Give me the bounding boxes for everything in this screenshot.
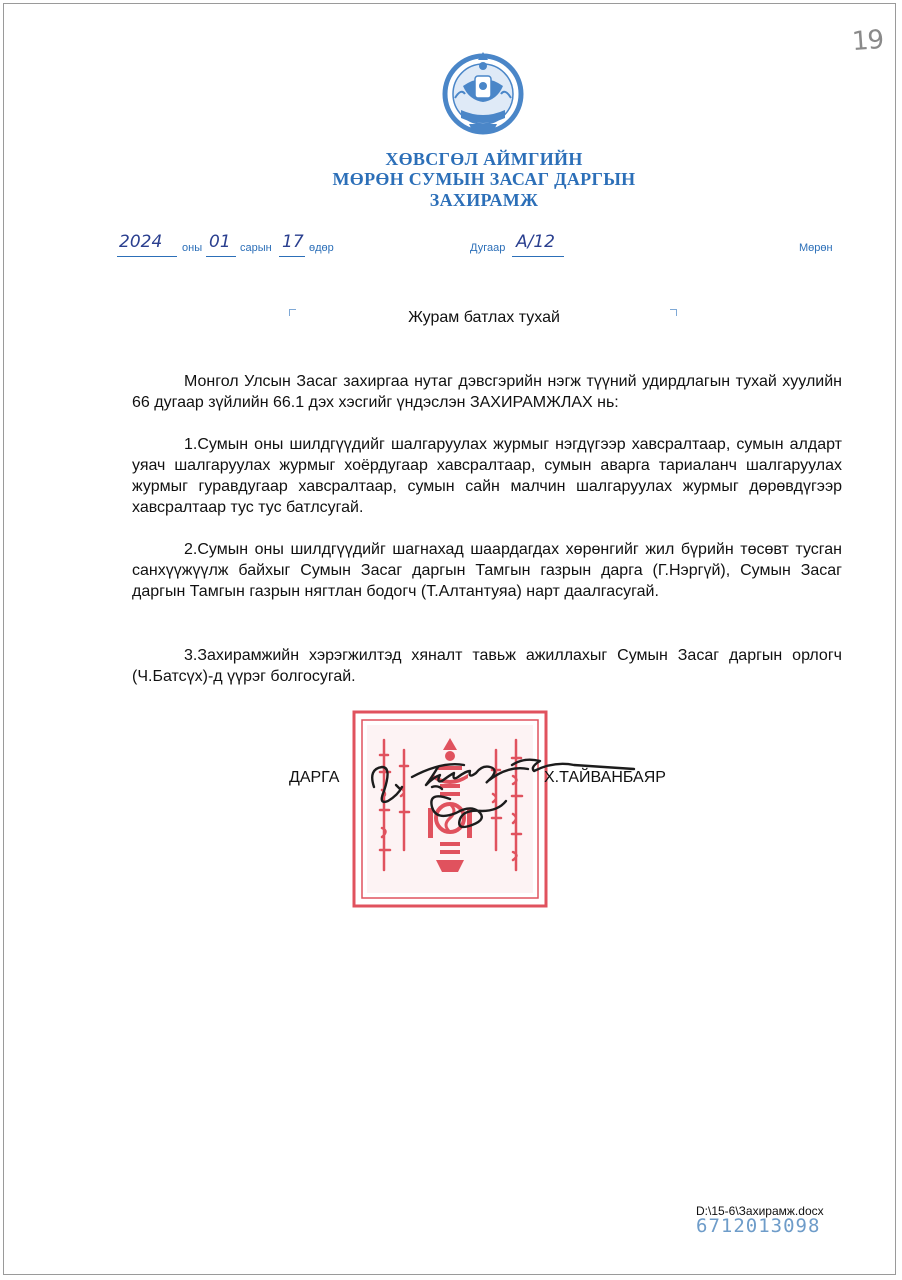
paragraph-item-3: 3.Захирамжийн хэрэгжилтэд хяналт тавьж ажиллахыг Сумын Засаг даргын орлогч (Ч.Батсүх)-д үүрэг болгосугай. [132,647,842,685]
number-label: Дугаар [470,242,506,254]
number-underline [512,256,564,257]
month-underline [206,256,236,257]
stamp-serial-number: 6712013098 [696,1215,821,1237]
day-underline [279,256,305,257]
page-number: 19 [850,24,885,58]
year-underline [117,256,177,257]
document-number: А/12 [516,232,555,252]
date-year: 2024 [119,232,163,252]
date-day: 17 [282,232,304,252]
document-meta-line [4,232,902,262]
header-aimag: ХӨВСГӨЛ АЙМГИЙН [385,149,583,169]
signatory-title: ДАРГА [289,769,340,786]
date-month: 01 [209,232,231,252]
year-label: оны [182,242,203,254]
paragraph-item-1: 1.Сумын оны шилдгүүдийг шалгаруулах журмыг нэгдүгээр хавсралтаар, сумын алдарт уяач шалгаруулах журмыг хоёрдугаар хавсралтаар, сумын аварга тариаланч шалгаруулах журмыг гуравдугаар хавсралтаар, сумын сайн малчин шалгаруулах журмыг дөрөвдүгээр хавсралтаар тус тус батлсугай. [132,436,842,516]
state-emblem-icon [441,46,525,138]
paragraph-preamble: Монгол Улсын Засаг захиргаа нутаг дэвсгэрийн нэгж түүний удирдлагын тухай хуулийн 66 дугаар зүйлийн 66.1 дэх хэсгийг үндэслэн ЗАХИРАМЖЛАХ нь: [132,373,842,411]
month-label: сарын [240,242,272,254]
header-doc-type: ЗАХИРАМЖ [429,190,539,210]
day-label: өдөр [309,242,334,254]
header-office: МӨРӨН СУМЫН ЗАСАГ ДАРГЫН [332,169,636,189]
file-reference: D:\15-6\Захирамж.docx [696,1204,824,1218]
place-label: Мөрөн [799,242,833,254]
document-subject: Журам батлах тухай [408,309,560,326]
signatory-name: Х.ТАЙВАНБАЯР [544,769,666,786]
document-sheet [3,3,896,1275]
paragraph-item-2: 2.Сумын оны шилдгүүдийг шагнахад шаардагдах хөрөнгийг жил бүрийн төсөвт тусган санхүүжүүлж байхыг Сумын Засаг даргын Тамгын газрын дарга (Г.Нэргүй), Сумын Засаг даргын Тамгын газрын нягтлан бодогч (Т.Алтантуяа) нарт даалгасугай. [132,541,842,600]
